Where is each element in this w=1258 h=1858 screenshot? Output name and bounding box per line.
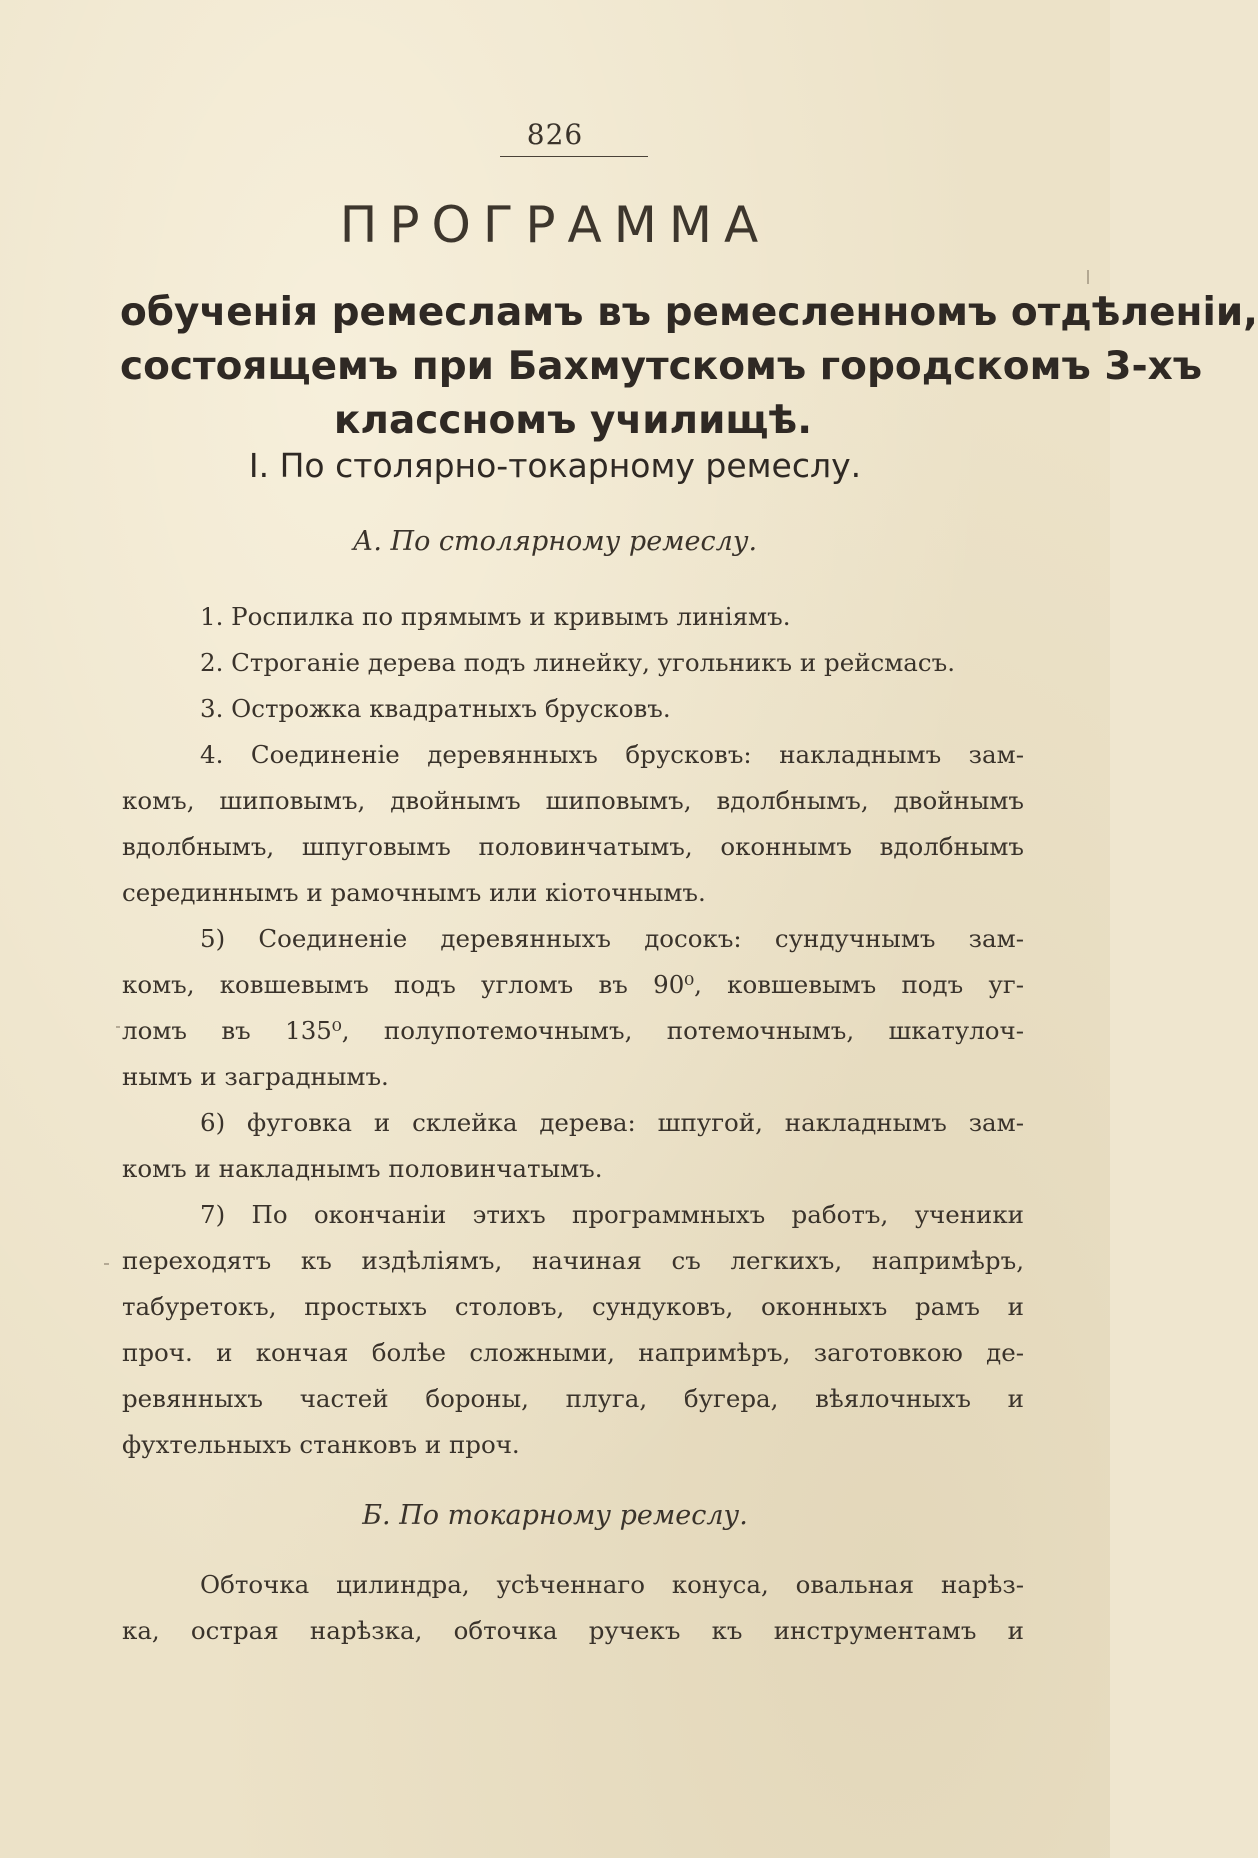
- text-line: табуретокъ, простыхъ столовъ, сундуковъ, оконныхъ рамъ и: [122, 1292, 1024, 1321]
- text-line: 2. Строганіе дерева подъ линейку, угольникъ и рейсмасъ.: [200, 648, 956, 677]
- subtitle-line: обученія ремесламъ въ ремесленномъ отдѣленіи,: [120, 290, 1258, 335]
- list-item: [122, 686, 1024, 732]
- joinery-program-list: [122, 594, 1024, 1468]
- list-item: [122, 916, 1024, 1100]
- list-item: [122, 1100, 1024, 1192]
- text-line: серединнымъ и рамочнымъ или кіоточнымъ.: [122, 878, 706, 907]
- subtitle-line: классномъ училищѣ.: [333, 398, 813, 443]
- text-line: 1. Роспилка по прямымъ и кривымъ линіямъ.: [200, 602, 791, 631]
- text-line: 6) фуговка и склейка дерева: шпугой, накладнымъ зам-: [200, 1108, 1024, 1137]
- text-line: 7) По окончаніи этихъ программныхъ работъ, ученики: [200, 1200, 1024, 1229]
- text-line: вдолбнымъ, шпуговымъ половинчатымъ, оконнымъ вдолбнымъ: [122, 832, 1024, 861]
- text-line: проч. и кончая болѣе сложными, напримѣръ, заготовкою де-: [122, 1338, 1024, 1367]
- list-item: [122, 640, 1024, 686]
- paragraph: [122, 1562, 1024, 1654]
- ink-speck: [104, 1263, 109, 1265]
- text-line: фухтельныхъ станковъ и проч.: [122, 1430, 520, 1459]
- page-number-rule: [500, 156, 648, 157]
- ink-speck: [116, 1026, 120, 1028]
- subheading-joinery: А. По столярному ремеслу.: [352, 526, 758, 557]
- section-heading: I. По столярно-токарному ремеслу.: [248, 446, 862, 485]
- text-line: нымъ и заграднымъ.: [122, 1062, 389, 1091]
- ink-speck: [1087, 270, 1089, 284]
- text-line: комъ, шиповымъ, двойнымъ шиповымъ, вдолбнымъ, двойнымъ: [122, 786, 1024, 815]
- list-item: [122, 594, 1024, 640]
- text-line: комъ и накладнымъ половинчатымъ.: [122, 1154, 603, 1183]
- page-number: 826: [526, 118, 584, 151]
- text-line: ломъ въ 135⁰, полупотемочнымъ, потемочнымъ, шкатулоч-: [122, 1016, 1024, 1045]
- subtitle-line: состоящемъ при Бахмутскомъ городскомъ 3-хъ: [120, 344, 1203, 389]
- text-line: Обточка цилиндра, усѣченнаго конуса, овальная нарѣз-: [200, 1570, 1024, 1599]
- text-line: комъ, ковшевымъ подъ угломъ въ 90⁰, ковшевымъ подъ уг-: [122, 970, 1024, 999]
- program-subtitle: [120, 286, 1258, 448]
- text-line: 3. Острожка квадратныхъ брусковъ.: [200, 694, 671, 723]
- list-item: [122, 1192, 1024, 1468]
- subheading-turnery: Б. По токарному ремеслу.: [362, 1500, 748, 1531]
- program-title: ПРОГРАММА: [339, 196, 771, 254]
- turnery-program-text: [122, 1562, 1024, 1654]
- text-line: ка, острая нарѣзка, обточка ручекъ къ инструментамъ и: [122, 1616, 1024, 1645]
- text-line: переходятъ къ издѣліямъ, начиная съ легкихъ, напримѣръ,: [122, 1246, 1024, 1275]
- text-line: ревянныхъ частей бороны, плуга, бугера, вѣялочныхъ и: [122, 1384, 1024, 1413]
- text-line: 5) Соединеніе деревянныхъ досокъ: сундучнымъ зам-: [200, 924, 1024, 953]
- text-line: 4. Соединеніе деревянныхъ брусковъ: накладнымъ зам-: [200, 740, 1024, 769]
- list-item: [122, 732, 1024, 916]
